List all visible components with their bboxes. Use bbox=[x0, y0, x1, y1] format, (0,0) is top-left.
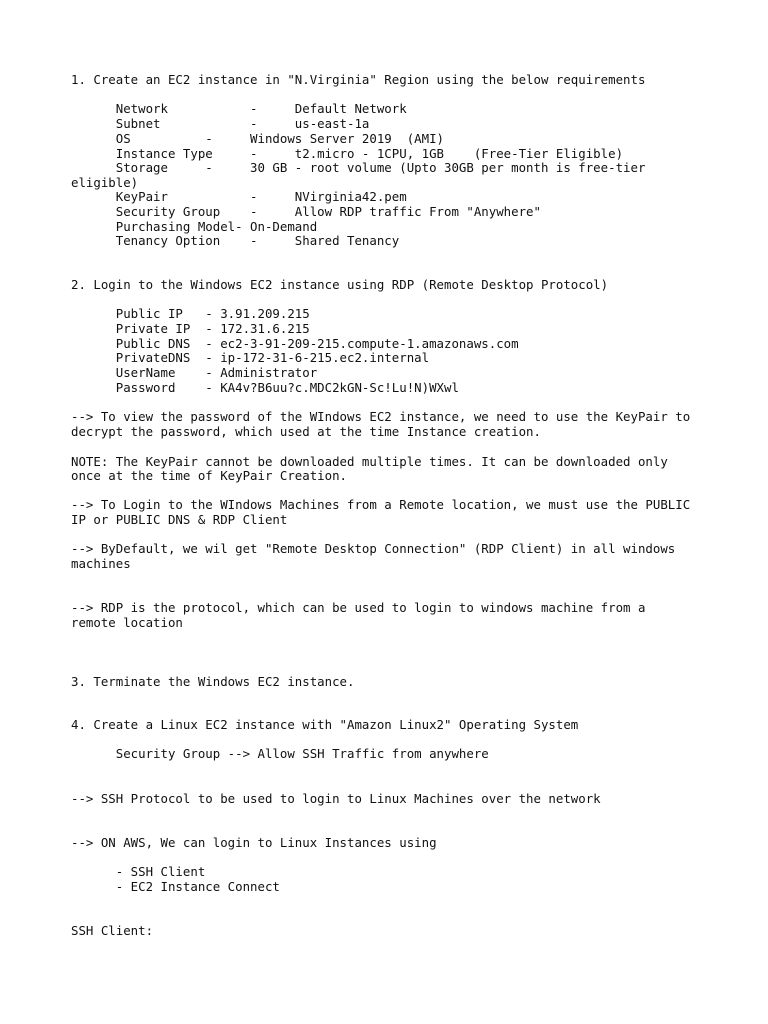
text-line: Network - Default Network bbox=[71, 101, 407, 116]
text-line: machines bbox=[71, 556, 131, 571]
text-line: 3. Terminate the Windows EC2 instance. bbox=[71, 674, 355, 689]
text-line: NOTE: The KeyPair cannot be downloaded multiple times. It can be downloaded only bbox=[71, 454, 668, 469]
text-line: PrivateDNS - ip-172-31-6-215.ec2.internal bbox=[71, 350, 430, 365]
text-line: - EC2 Instance Connect bbox=[71, 879, 280, 894]
text-line: Security Group --> Allow SSH Traffic from anywhere bbox=[71, 746, 489, 761]
text-line: Password - KA4v?B6uu?c.MDC2kGN-Sc!Lu!N)WXwl bbox=[71, 380, 459, 395]
text-line: Security Group - Allow RDP traffic From "Anywhere" bbox=[71, 204, 541, 219]
text-line: --> RDP is the protocol, which can be used to login to windows machine from a bbox=[71, 600, 646, 615]
text-line: Purchasing Model- On-Demand bbox=[71, 219, 318, 234]
text-line: OS - Windows Server 2019 (AMI) bbox=[71, 131, 444, 146]
text-line: once at the time of KeyPair Creation. bbox=[71, 468, 348, 483]
text-line: IP or PUBLIC DNS & RDP Client bbox=[71, 512, 288, 527]
text-line: 2. Login to the Windows EC2 instance using RDP (Remote Desktop Protocol) bbox=[71, 277, 609, 292]
text-line: decrypt the password, which used at the time Instance creation. bbox=[71, 424, 541, 439]
text-line: eligible) bbox=[71, 175, 139, 190]
text-line: Public IP - 3.91.209.215 bbox=[71, 306, 310, 321]
text-line: 4. Create a Linux EC2 instance with "Amazon Linux2" Operating System bbox=[71, 717, 579, 732]
text-line: remote location bbox=[71, 615, 183, 630]
text-line: --> ON AWS, We can login to Linux Instances using bbox=[71, 835, 437, 850]
text-line: --> SSH Protocol to be used to login to Linux Machines over the network bbox=[71, 791, 601, 806]
text-line: Instance Type - t2.micro - 1CPU, 1GB (Free-Tier Eligible) bbox=[71, 146, 624, 161]
text-line: --> ByDefault, we wil get "Remote Desktop Connection" (RDP Client) in all windows bbox=[71, 541, 676, 556]
text-line: Private IP - 172.31.6.215 bbox=[71, 321, 310, 336]
text-line: --> To Login to the WIndows Machines from a Remote location, we must use the PUBLIC bbox=[71, 497, 691, 512]
text-line: 1. Create an EC2 instance in "N.Virginia" Region using the below requirements bbox=[71, 72, 646, 87]
text-line: Tenancy Option - Shared Tenancy bbox=[71, 233, 400, 248]
text-line: UserName - Administrator bbox=[71, 365, 318, 380]
text-line: KeyPair - NVirginia42.pem bbox=[71, 189, 407, 204]
text-line: Public DNS - ec2-3-91-209-215.compute-1.amazonaws.com bbox=[71, 336, 519, 351]
text-line: Subnet - us-east-1a bbox=[71, 116, 370, 131]
text-line: - SSH Client bbox=[71, 864, 206, 879]
text-line: Storage - 30 GB - root volume (Upto 30GB per month is free-tier bbox=[71, 160, 646, 175]
text-line: SSH Client: bbox=[71, 923, 154, 938]
text-line: --> To view the password of the WIndows EC2 instance, we need to use the KeyPair to bbox=[71, 409, 691, 424]
